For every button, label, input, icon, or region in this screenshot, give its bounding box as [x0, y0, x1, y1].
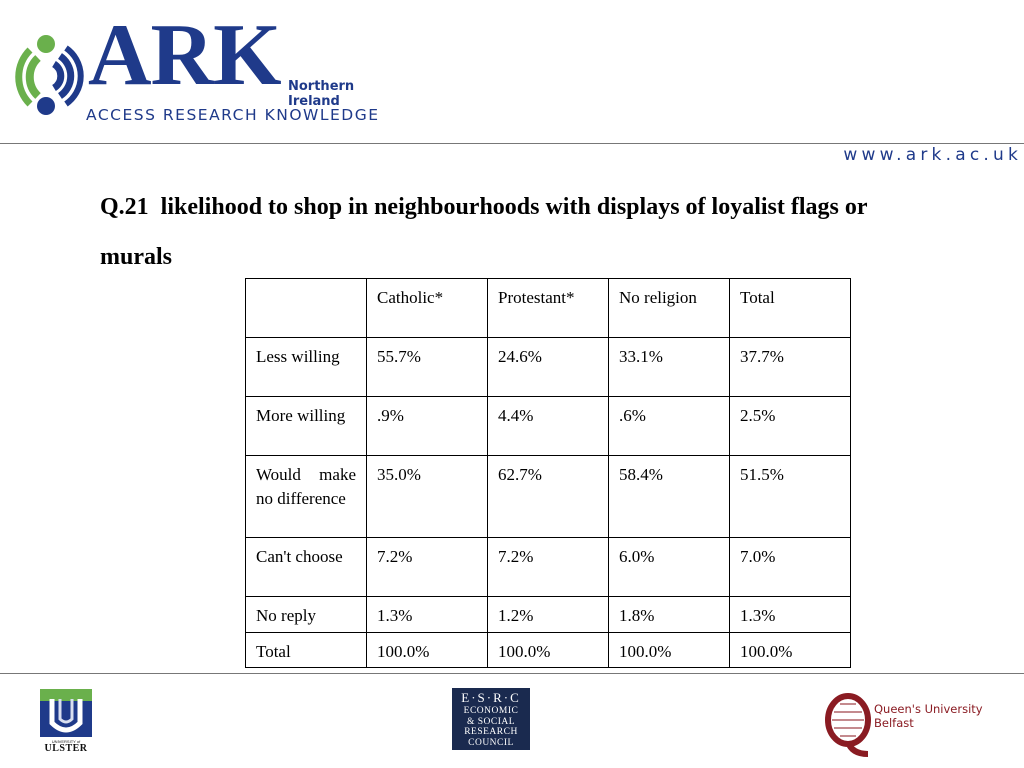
qub-line1: Queen's University — [874, 702, 983, 716]
table-row — [246, 397, 851, 456]
ark-logo-region: Northern Ireland — [288, 79, 355, 109]
qub-line2: Belfast — [874, 716, 914, 730]
table-cell: 1.3% — [367, 597, 488, 633]
table-row — [246, 538, 851, 597]
table-cell: 55.7% — [367, 338, 488, 397]
row-label: No reply — [246, 597, 367, 633]
table-cell: 33.1% — [609, 338, 730, 397]
table-cell: 58.4% — [609, 456, 730, 538]
table-cell: 37.7% — [730, 338, 851, 397]
table-cell: 4.4% — [488, 397, 609, 456]
table-cell: 2.5% — [730, 397, 851, 456]
esrc-line: COUNCIL — [468, 737, 514, 748]
table-cell: .9% — [367, 397, 488, 456]
esrc-line: E·S·R·C — [461, 690, 521, 705]
row-label: Total — [246, 633, 367, 668]
table-cell: 1.3% — [730, 597, 851, 633]
ulster-crest-icon — [38, 687, 94, 739]
table-cell: 24.6% — [488, 338, 609, 397]
row-label: Would make no difference — [246, 456, 367, 538]
header-divider — [0, 143, 1024, 144]
table-cell: 100.0% — [609, 633, 730, 668]
table-row — [246, 633, 851, 668]
ark-signal-icon — [8, 30, 88, 126]
ark-logo[interactable] — [8, 7, 408, 126]
qub-q-icon — [822, 690, 874, 760]
header-cell-blank — [246, 279, 367, 338]
ark-logo-word: ARK — [88, 7, 281, 104]
table-header-row — [246, 279, 851, 338]
table-cell: 1.2% — [488, 597, 609, 633]
ark-url-link[interactable]: www.ark.ac.uk — [843, 145, 1022, 165]
table-row — [246, 456, 851, 538]
esrc-line: RESEARCH — [464, 727, 518, 737]
table-cell: 62.7% — [488, 456, 609, 538]
header-cell-total: Total — [730, 279, 851, 338]
table-row — [246, 597, 851, 633]
table-cell: 7.2% — [367, 538, 488, 597]
table-cell: 1.8% — [609, 597, 730, 633]
table-row — [246, 338, 851, 397]
table-cell: 6.0% — [609, 538, 730, 597]
ark-logo-tagline: ACCESS RESEARCH KNOWLEDGE — [86, 106, 380, 124]
table-cell: 35.0% — [367, 456, 488, 538]
table-cell: 100.0% — [488, 633, 609, 668]
header-cell-no-religion: No religion — [609, 279, 730, 338]
header-cell-protestant: Protestant* — [488, 279, 609, 338]
row-label: More willing — [246, 397, 367, 456]
footer-divider — [0, 673, 1024, 674]
esrc-line: ECONOMIC — [463, 706, 519, 716]
table-cell: 100.0% — [730, 633, 851, 668]
ulster-logo[interactable] — [38, 687, 94, 759]
table-cell: .6% — [609, 397, 730, 456]
table-cell: 7.2% — [488, 538, 609, 597]
ulster-small-text: UNIVERSITY of — [51, 739, 81, 744]
ulster-word: ULSTER — [44, 743, 88, 754]
qub-name — [874, 702, 983, 730]
esrc-logo[interactable] — [452, 688, 530, 750]
page-title: Q.21 likelihood to shop in neighbourhoods with displays of loyalist flags or murals — [100, 194, 874, 270]
results-table — [245, 278, 851, 668]
esrc-line: & SOCIAL — [466, 716, 516, 727]
table-cell: 51.5% — [730, 456, 851, 538]
row-label: Can't choose — [246, 538, 367, 597]
header-cell-catholic: Catholic* — [367, 279, 488, 338]
table-cell: 7.0% — [730, 538, 851, 597]
row-label: Less willing — [246, 338, 367, 397]
table-cell: 100.0% — [367, 633, 488, 668]
qub-logo[interactable] — [822, 690, 992, 760]
